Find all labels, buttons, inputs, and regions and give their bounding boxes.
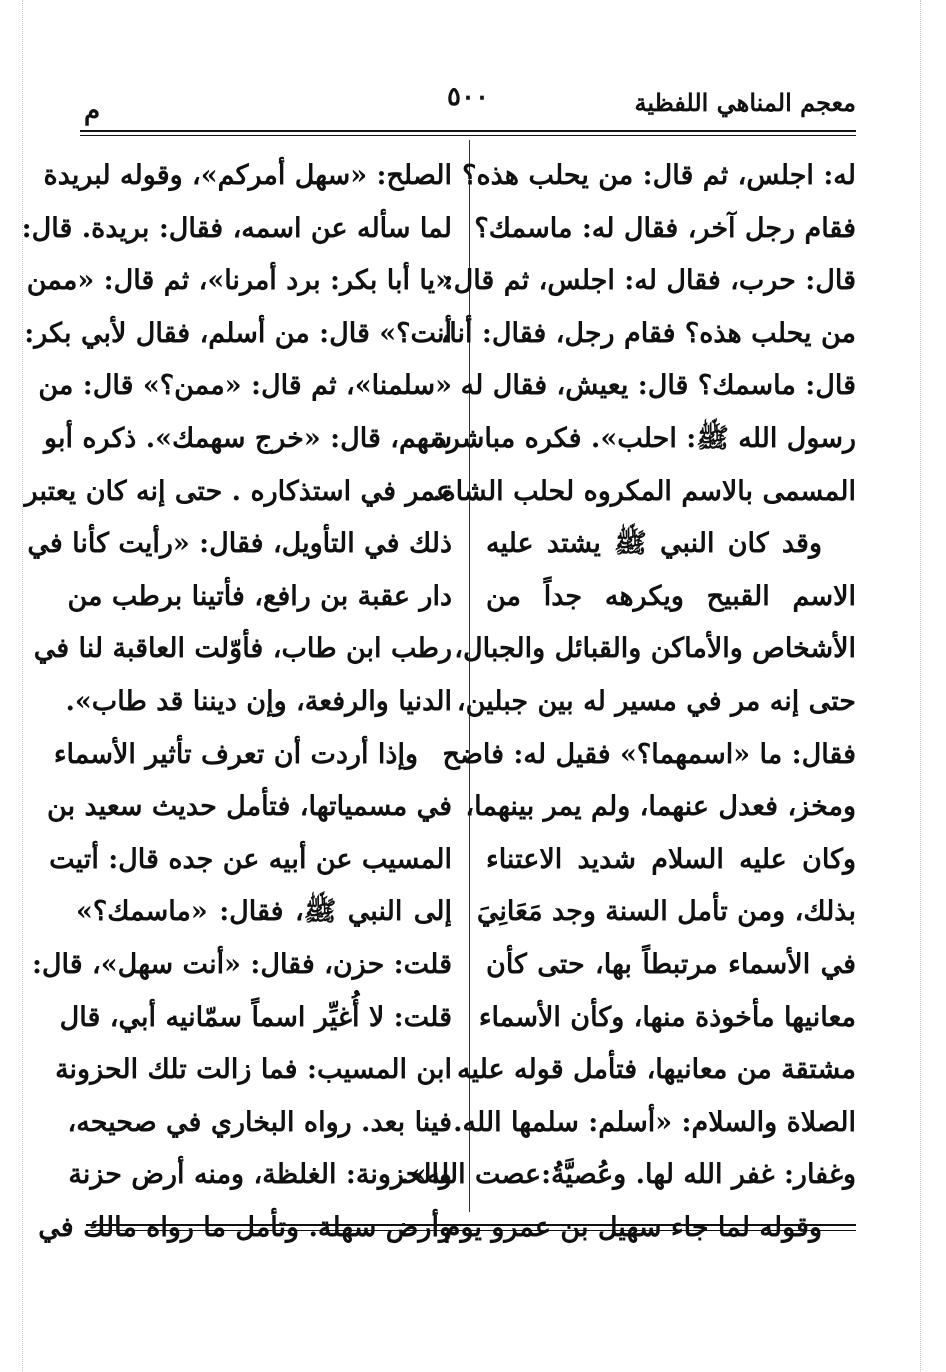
text-line: ومخز، فعدل عنهما، ولم يمر بينهما، [465, 791, 856, 823]
margin-dots-right [920, 0, 921, 1372]
text-line: «يا أبا بكر: برد أمرنا»، ثم قال: «ممن [26, 265, 452, 297]
footer-rule [86, 1224, 856, 1226]
text-line: الصلح: «سهل أمركم»، وقوله لبريدة [43, 160, 452, 191]
text-line: في الأسماء مرتبطاً بها، حتى كأن [486, 948, 856, 980]
text-line: قال: ماسمك؟ قال: يعيش، فقال له [460, 370, 856, 402]
text-line: مشتقة من معانيها، فتأمل قوله عليه [456, 1054, 856, 1086]
text-line: عمر في استذكاره . حتى إنه كان يعتبر [24, 475, 452, 507]
text-line: والحزونة: الغلظة، ومنه أرض حزنة [68, 1159, 452, 1191]
text-line: الأشخاص والأماكن والقبائل والجبال، [454, 633, 856, 665]
text-line: وقد كان النبي ﷺ يشتد عليه [486, 528, 822, 560]
text-line: المسيب عن أبيه عن جده قال: أتيت [49, 843, 452, 875]
text-line: الاسم القبيح ويكرهه جداً من [486, 580, 856, 612]
text-line: قلت: حزن، فقال: «أنت سهل»، قال: [31, 948, 452, 980]
text-line: بذلك، ومن تأمل السنة وجد مَعَانِيَ [476, 896, 856, 928]
text-line: وإذا أردت أن تعرف تأثير الأسماء [53, 738, 418, 770]
text-line: من يحلب هذه؟ فقام رجل، فقال: أنا، [440, 317, 856, 349]
book-title: معجم المناهي اللفظية [634, 88, 856, 117]
text-line: قلت: لا أُغيِّر اسماً سمّانيه أبي، قال [59, 1001, 452, 1033]
text-line: له: اجلس، ثم قال: من يحلب هذه؟ [462, 160, 856, 191]
page-mark: م [84, 96, 101, 126]
text-line: إلى النبي ﷺ، فقال: «ماسمك؟» [76, 896, 452, 928]
left-column [21, 150, 452, 1254]
running-header [80, 82, 856, 130]
text-line: الصلاة والسلام: «أسلم: سلمها الله. [453, 1106, 856, 1138]
text-line: سهم، قال: «خرج سهمك». ذكره أبو [44, 422, 452, 454]
text-line: وكان عليه السلام شديد الاعتناء [486, 843, 856, 875]
header-rule [80, 130, 856, 132]
header-rule-thin [80, 135, 856, 136]
text-line: رسول الله ﷺ: احلب». فكره مباشرة [432, 422, 856, 454]
text-line: وأرض سهلة. وتأمل ما رواه مالك في [38, 1211, 452, 1243]
text-line: وغفار: غفر الله لها. وعُصيَّةُ:عصت الله». [400, 1159, 856, 1191]
text-line: «سلمنا»، ثم قال: «ممن؟» قال: من [38, 370, 452, 402]
text-line: وقوله لما جاء سهيل بن عمرو يوم [443, 1211, 822, 1243]
footer-rule-thin [86, 1230, 856, 1231]
page-number: ٥٠٠ [447, 82, 489, 112]
text-line: ذلك في التأويل، فقال: «رأيت كأنا في [27, 528, 452, 560]
text-line: أنت؟» قال: من أسلم، فقال لأبي بكر: [24, 317, 452, 349]
text-line: فقام رجل آخر، فقال له: ماسمك؟ [474, 212, 856, 244]
text-line: قال: حرب، فقال له: اجلس، ثم قال: [443, 265, 856, 297]
text-line: رطب ابن طاب، فأوّلت العاقبة لنا في [33, 633, 452, 665]
text-line: في مسمياتها، فتأمل حديث سعيد بن [47, 791, 452, 823]
text-line: فقال: ما «اسمهما؟» فقيل له: فاضح [442, 738, 856, 770]
text-line: حتى إنه مر في مسير له بين جبلين، [456, 685, 856, 717]
text-line: لما سأله عن اسمه، فقال: بريدة. قال: [21, 212, 452, 244]
text-line: الدنيا والرفعة، وإن ديننا قد طاب». [65, 685, 452, 717]
text-line: دار عقبة بن رافع، فأتينا برطب من [67, 580, 452, 612]
text-line: ابن المسيب: فما زالت تلك الحزونة [55, 1054, 452, 1086]
text-line: المسمى بالاسم المكروه لحلب الشاة. [432, 475, 856, 507]
right-column [400, 150, 856, 1254]
text-line: معانيها مأخوذة منها، وكأن الأسماء [478, 1001, 856, 1033]
text-line: فينا بعد. رواه البخاري في صحيحه، [67, 1106, 452, 1138]
